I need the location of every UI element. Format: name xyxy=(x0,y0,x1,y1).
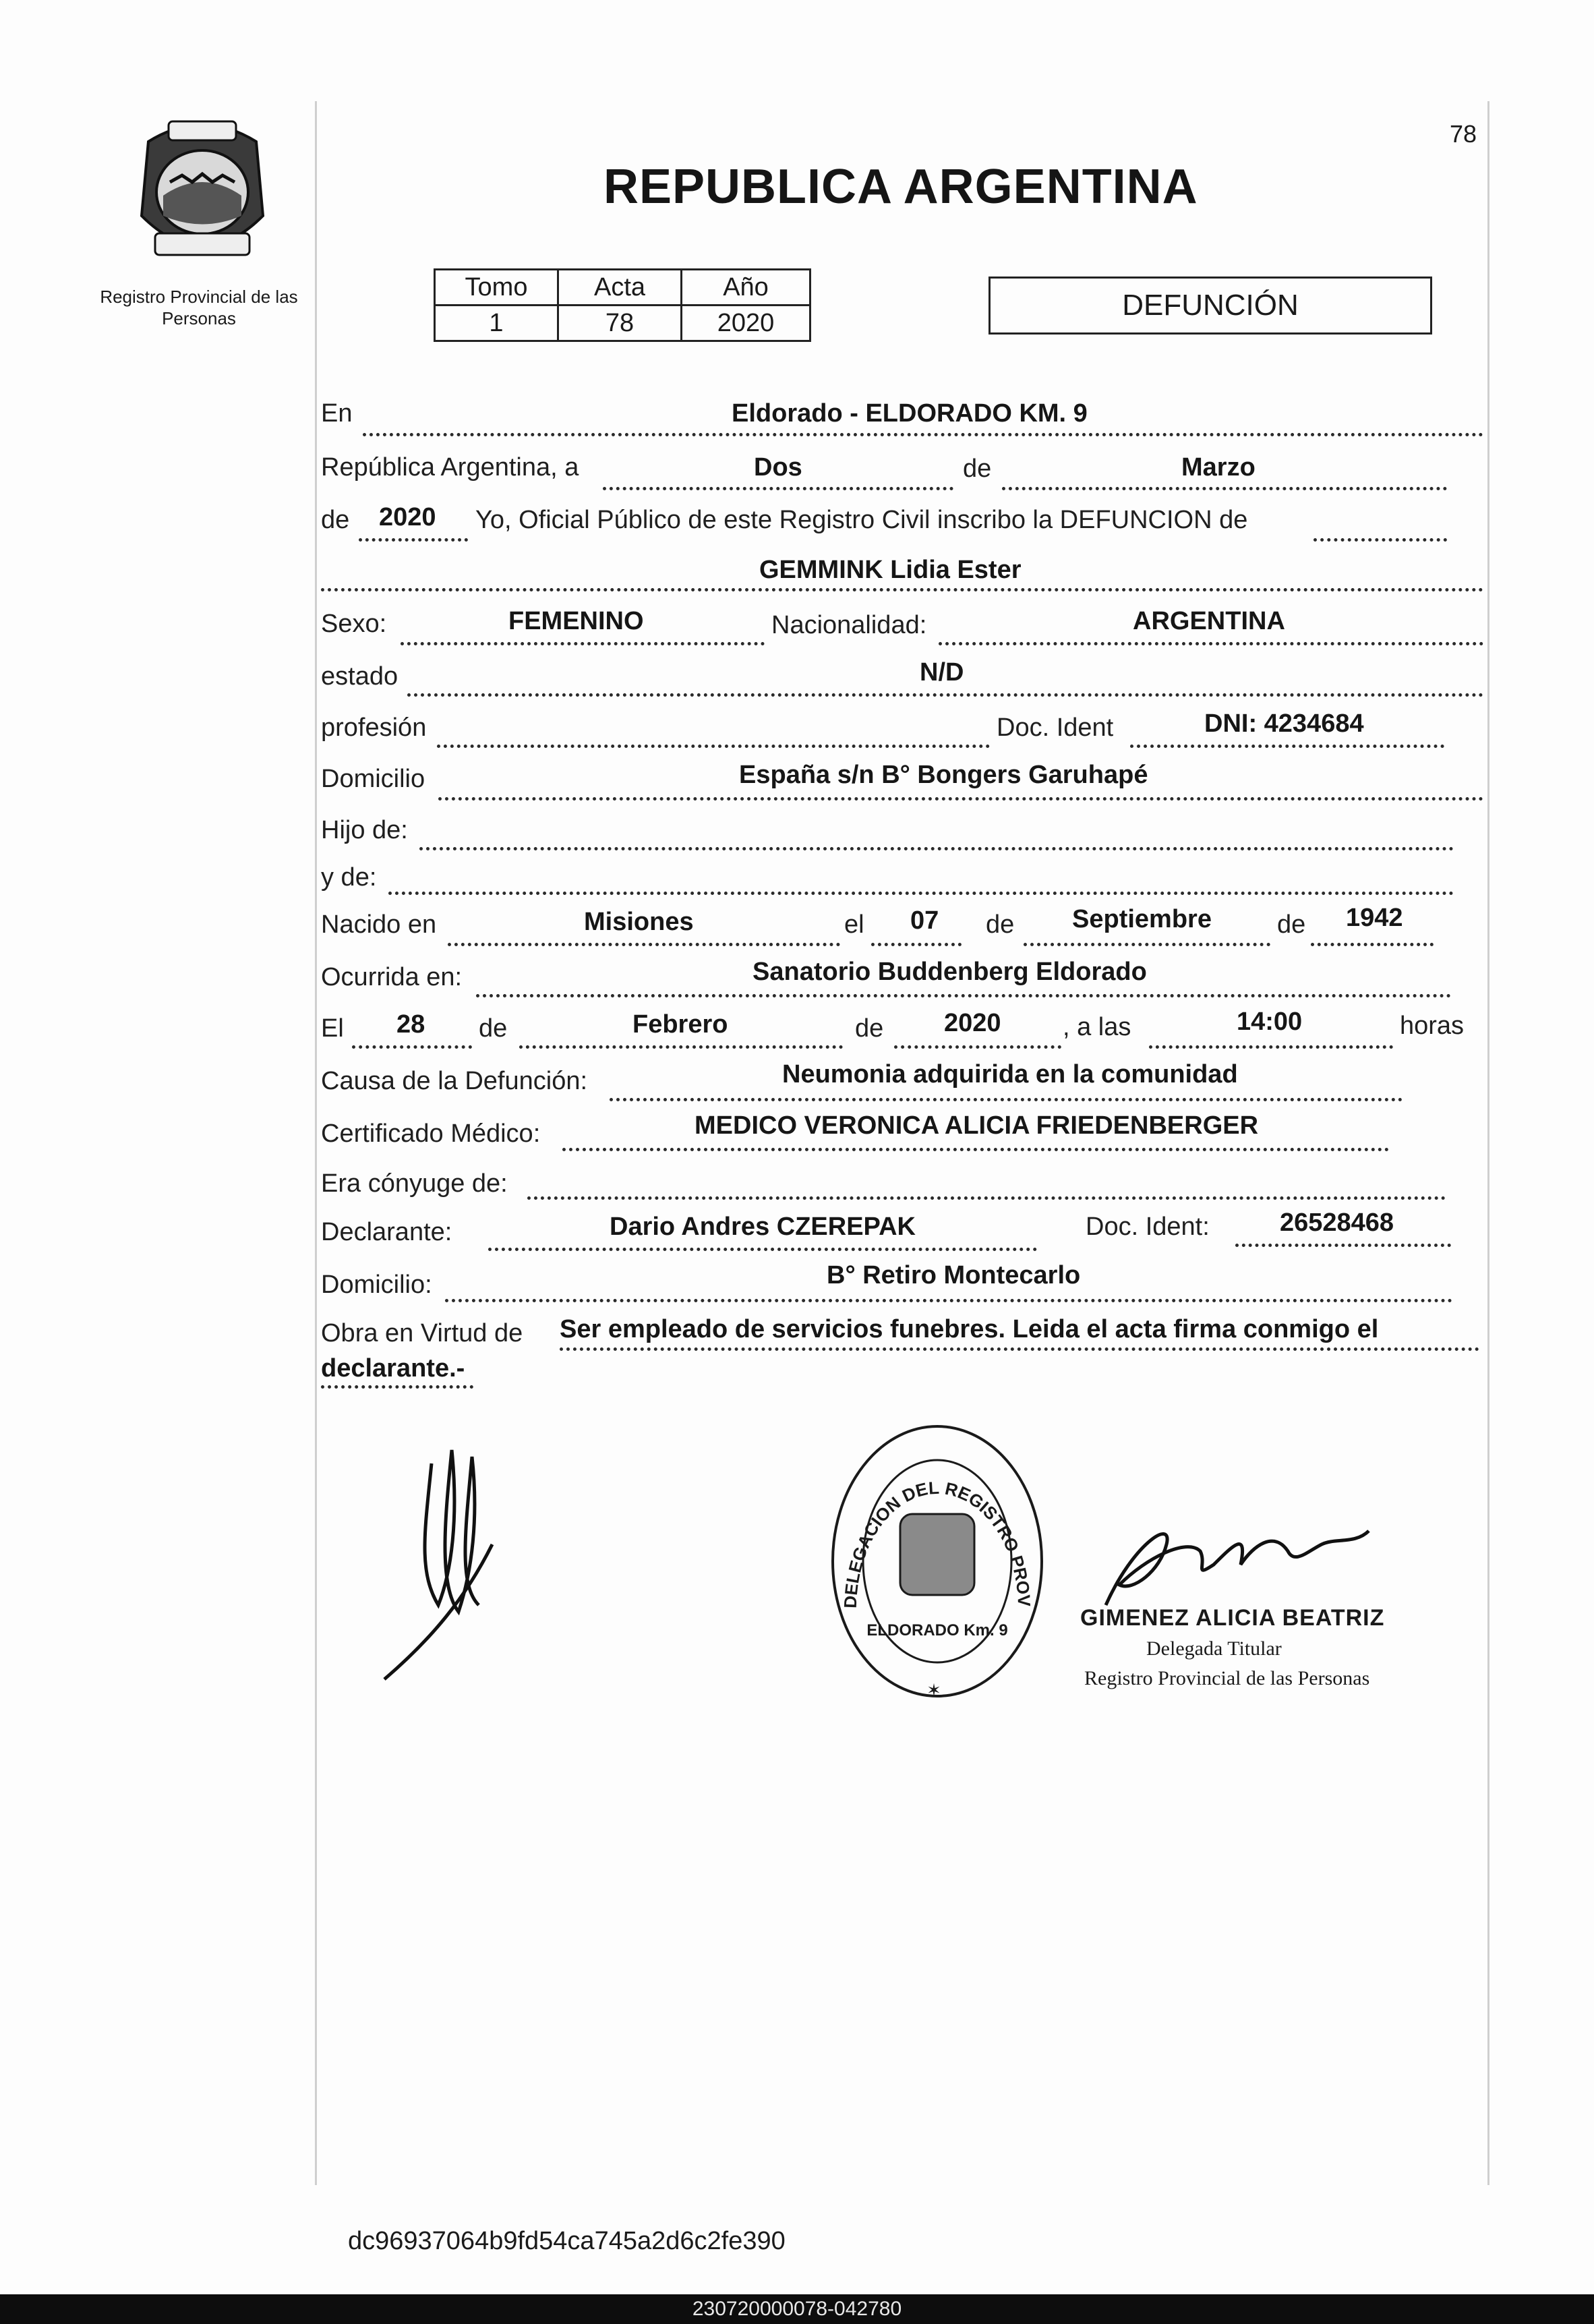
label-el: el xyxy=(844,910,864,939)
fill-line xyxy=(321,1385,473,1389)
label-republica: República Argentina, a xyxy=(321,453,579,482)
fill-line xyxy=(388,892,1454,895)
value-ano: 2020 xyxy=(682,306,810,341)
header-acta: Acta xyxy=(558,270,682,306)
record-table-value-row xyxy=(435,306,810,341)
label-causa: Causa de la Defunción: xyxy=(321,1067,588,1095)
fill-line xyxy=(610,1098,1403,1101)
fill-line xyxy=(488,1248,1037,1251)
obra-text-continued: declarante.- xyxy=(321,1354,465,1383)
fill-line xyxy=(407,693,1483,697)
nationality-value: ARGENTINA xyxy=(1133,607,1285,635)
label-y-de: y de: xyxy=(321,863,377,892)
document-hash: dc96937064b9fd54ca745a2d6c2fe390 xyxy=(348,2227,786,2255)
stamp-ring-text: DELEGACION DEL REGISTRO PROV xyxy=(839,1477,1035,1609)
label-de-2: de xyxy=(321,506,350,534)
place-value: Eldorado - ELDORADO KM. 9 xyxy=(732,399,1088,428)
fill-line xyxy=(448,943,840,946)
death-day-value: 28 xyxy=(396,1010,425,1039)
fill-line xyxy=(527,1196,1446,1200)
document-type-box: DEFUNCIÓN xyxy=(988,277,1432,335)
birth-place-value: Misiones xyxy=(584,908,694,936)
label-domicilio-2: Domicilio: xyxy=(321,1271,432,1299)
label-de-5: de xyxy=(479,1014,508,1043)
official-registry: Registro Provincial de las Personas xyxy=(1084,1667,1370,1689)
document-title: REPUBLICA ARGENTINA xyxy=(603,160,1198,214)
label-domicilio: Domicilio xyxy=(321,765,425,793)
header-ano: Año xyxy=(682,270,810,306)
fill-line xyxy=(603,487,953,490)
label-nacionalidad: Nacionalidad: xyxy=(771,611,927,639)
page-number: 78 xyxy=(1450,120,1477,148)
doc-id-value: DNI: 4234684 xyxy=(1204,709,1364,738)
birth-year-value: 1942 xyxy=(1346,904,1403,932)
fill-line xyxy=(1002,487,1447,490)
sex-value: FEMENINO xyxy=(508,607,644,635)
label-certificado: Certificado Médico: xyxy=(321,1120,541,1148)
label-doc-ident: Doc. Ident xyxy=(997,714,1114,742)
label-obra: Obra en Virtud de xyxy=(321,1319,523,1347)
fill-line xyxy=(1235,1244,1451,1247)
stamp-inner-text: ELDORADO Km. 9 xyxy=(866,1621,1008,1639)
fill-line xyxy=(871,943,962,946)
record-table xyxy=(434,268,811,342)
fill-line xyxy=(476,994,1451,997)
obra-text: Ser empleado de servicios funebres. Leida el acta firma conmigo el xyxy=(560,1315,1379,1343)
fill-line xyxy=(560,1347,1479,1351)
registry-label: Registro Provincial de las Personas xyxy=(100,287,298,328)
label-hijo-de: Hijo de: xyxy=(321,816,408,844)
declarant-value: Dario Andres CZEREPAK xyxy=(610,1213,916,1241)
label-doc-ident-2: Doc. Ident: xyxy=(1086,1213,1210,1241)
declarant-signature-icon xyxy=(378,1436,512,1693)
label-horas: horas xyxy=(1400,1012,1465,1040)
death-time-value: 14:00 xyxy=(1237,1008,1303,1036)
fill-line xyxy=(894,1045,1061,1049)
year-value: 2020 xyxy=(379,503,436,531)
fill-line xyxy=(321,588,1483,591)
fill-line xyxy=(445,1299,1452,1302)
death-place-value: Sanatorio Buddenberg Eldorado xyxy=(752,958,1147,986)
doctor-value: MEDICO VERONICA ALICIA FRIEDENBERGER xyxy=(695,1111,1259,1140)
label-en: En xyxy=(321,399,353,428)
official-role: Delegada Titular xyxy=(1146,1637,1282,1660)
fill-line xyxy=(1311,943,1434,946)
province-seal xyxy=(128,115,276,270)
declarant-doc-value: 26528468 xyxy=(1280,1209,1394,1237)
label-de-4: de xyxy=(1277,910,1306,939)
death-year-value: 2020 xyxy=(944,1009,1001,1037)
fill-line xyxy=(1313,538,1447,542)
value-tomo: 1 xyxy=(435,306,558,341)
fill-line xyxy=(519,1045,843,1049)
birth-day-value: 07 xyxy=(910,906,939,935)
fill-line xyxy=(939,642,1483,645)
label-de-1: de xyxy=(963,455,992,483)
footer-code: 230720000078-042780 xyxy=(0,2294,1594,2324)
deceased-name: GEMMINK Lidia Ester xyxy=(759,556,1022,584)
death-month-value: Febrero xyxy=(632,1010,728,1039)
label-sexo: Sexo: xyxy=(321,610,387,638)
declarant-address-value: B° Retiro Montecarlo xyxy=(827,1261,1081,1289)
label-de-3: de xyxy=(986,910,1015,939)
header-tomo: Tomo xyxy=(435,270,558,306)
month-value: Marzo xyxy=(1181,453,1256,482)
day-value: Dos xyxy=(754,453,802,482)
marital-status-value: N/D xyxy=(920,658,964,687)
margin-rule-left xyxy=(315,101,317,2185)
label-nacido-en: Nacido en xyxy=(321,910,437,939)
fill-line xyxy=(437,745,990,748)
label-a-las: , a las xyxy=(1063,1013,1131,1041)
margin-rule-right xyxy=(1487,101,1489,2185)
label-declarante: Declarante: xyxy=(321,1218,452,1246)
fill-line xyxy=(359,538,468,542)
label-conyuge: Era cónyuge de: xyxy=(321,1169,508,1198)
official-stamp xyxy=(816,1406,1059,1716)
province-seal-icon xyxy=(128,115,276,270)
official-stamp-icon xyxy=(816,1406,1059,1716)
record-table-header-row xyxy=(435,270,810,306)
fill-line xyxy=(419,847,1454,850)
svg-text:✶: ✶ xyxy=(926,1681,941,1701)
fill-line xyxy=(363,433,1483,436)
fill-line xyxy=(438,797,1483,801)
fill-line xyxy=(1130,745,1444,748)
label-de-6: de xyxy=(855,1014,884,1043)
birth-month-value: Septiembre xyxy=(1072,905,1212,933)
label-el-2: El xyxy=(321,1014,344,1043)
fill-line xyxy=(1149,1045,1393,1049)
value-acta: 78 xyxy=(558,306,682,341)
fill-line xyxy=(401,642,765,645)
fill-line xyxy=(352,1045,472,1049)
official-signature-icon xyxy=(1092,1504,1389,1612)
official-signature xyxy=(1092,1504,1389,1612)
label-profesion: profesión xyxy=(321,714,427,742)
label-ocurrida-en: Ocurrida en: xyxy=(321,963,463,991)
fill-line xyxy=(562,1148,1389,1151)
declarant-signature xyxy=(378,1436,512,1693)
official-name: GIMENEZ ALICIA BEATRIZ xyxy=(1080,1605,1385,1631)
statement-label: Yo, Oficial Público de este Registro Civil inscribo la DEFUNCION de xyxy=(475,506,1248,534)
label-estado: estado xyxy=(321,662,398,691)
cause-value: Neumonia adquirida en la comunidad xyxy=(782,1060,1238,1088)
address-value: España s/n B° Bongers Garuhapé xyxy=(739,761,1148,789)
fill-line xyxy=(1024,943,1270,946)
